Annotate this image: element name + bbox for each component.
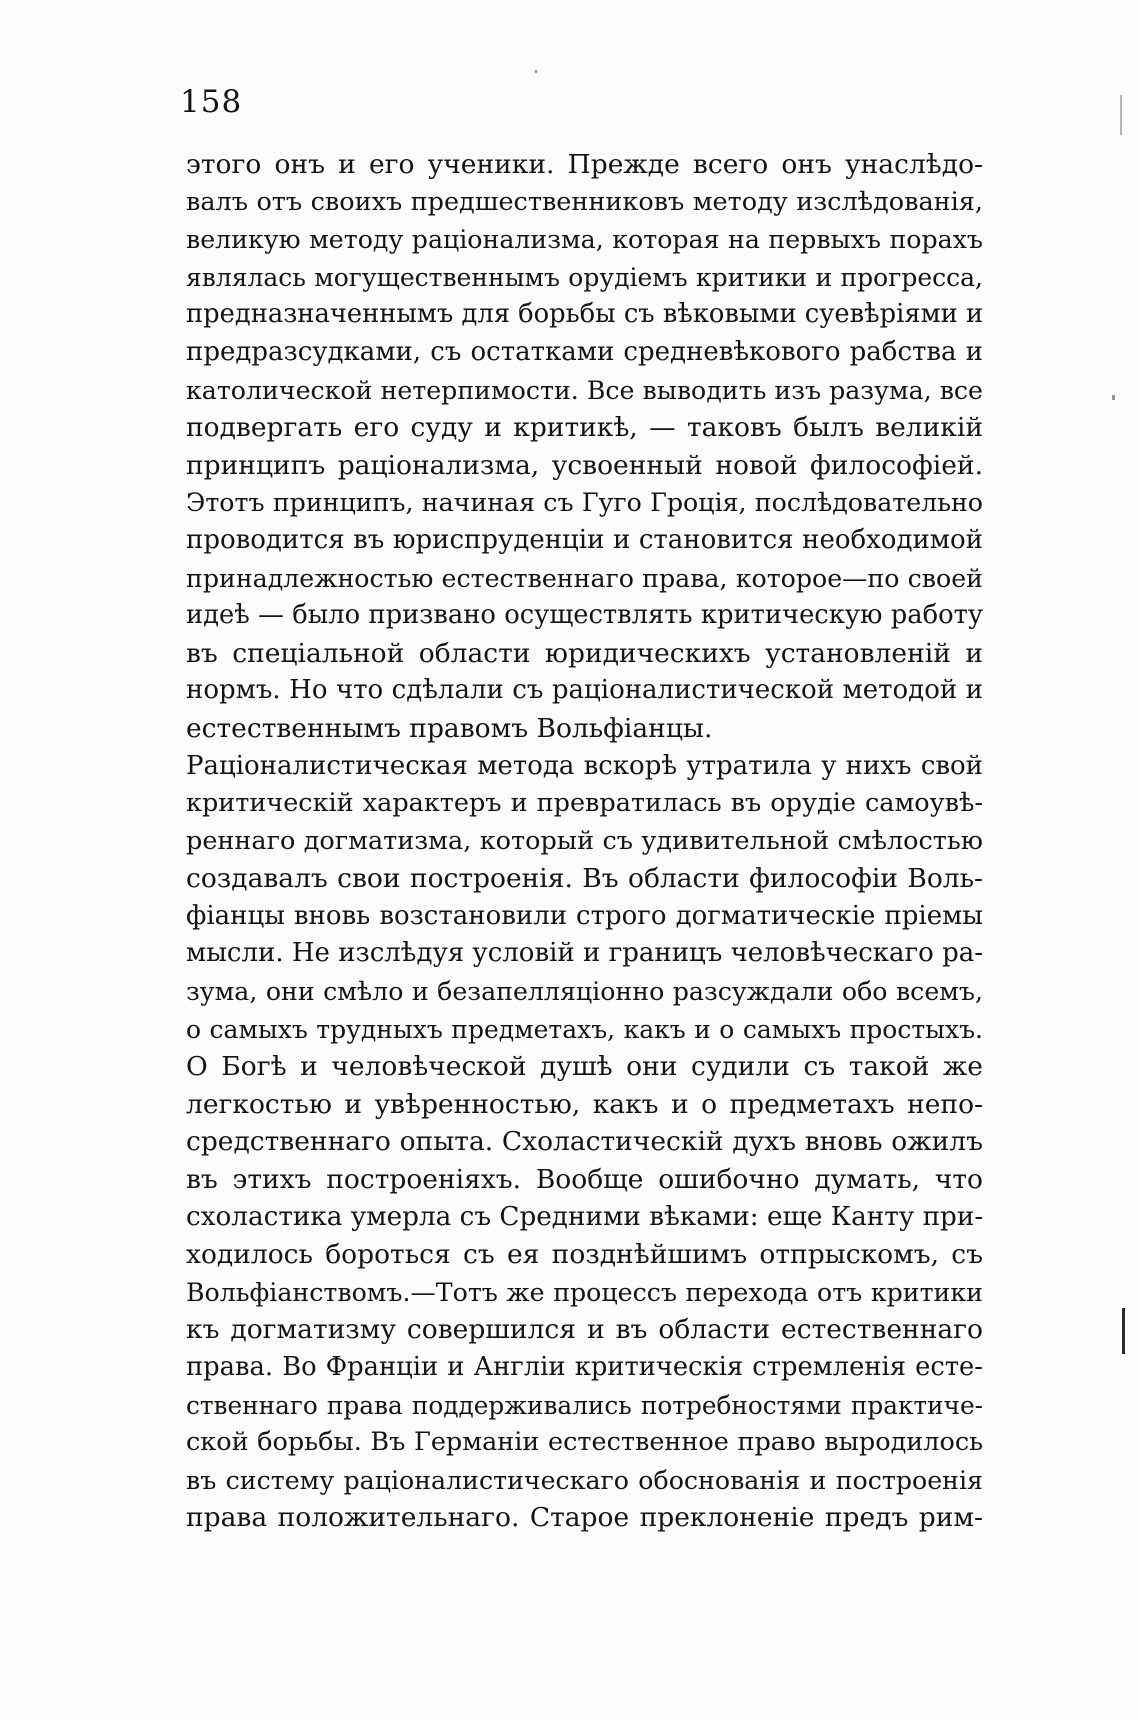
text-line: О Богѣ и человѣческой душѣ они судили съ такой же [186, 1051, 983, 1083]
text-line: критическій характеръ и превратилась въ орудіе самоувѣ- [186, 788, 983, 819]
text-line: схоластика умерла съ Средними вѣками: еще Канту при- [186, 1201, 984, 1232]
text-line: Вольфіанствомъ.—Тотъ же процессъ перехода отъ критики [186, 1277, 983, 1307]
text-line: валъ отъ своихъ предшественниковъ методу изслѣдованія, [186, 186, 983, 217]
text-line: фіанцы вновь возстановили строго догматическіе пріемы [186, 900, 983, 931]
text-line: принципъ раціонализма, усвоенный новой философіей. [186, 449, 983, 481]
text-line: принадлежностью естественнаго права, которое—по своей [186, 563, 983, 593]
text-line: въ систему раціоналистическаго обоснованія и построенія [186, 1465, 983, 1495]
text-line: Раціоналистическая метода вскорѣ утратила у нихъ свой [186, 750, 983, 781]
margin-scan-mark [1112, 395, 1115, 400]
margin-scan-mark [1122, 1308, 1125, 1354]
text-line: Этотъ принципъ, начиная съ Гуго Гроція, послѣдовательно [186, 488, 983, 518]
margin-scan-mark [1120, 95, 1122, 135]
text-line: ской борьбы. Въ Германіи естественное право выродилось [186, 1427, 983, 1458]
paragraph-end-line: естественнымъ правомъ Вольфіанцы. [186, 712, 713, 744]
text-line: зума, они смѣло и безапелляціонно разсуждали обо всемъ, [186, 977, 983, 1007]
body-text [186, 146, 983, 1537]
text-line: къ догматизму совершился и въ области естественнаго [186, 1314, 983, 1346]
text-line: въ этихъ построеніяхъ. Вообще ошибочно думать, что [186, 1164, 983, 1196]
text-line: католической нетерпимости. Все выводить изъ разума, все [186, 375, 983, 405]
text-line: этого онъ и его ученики. Прежде всего онъ унаслѣдо- [186, 149, 983, 180]
text-line: ходилось бороться съ ея позднѣйшимъ отпрыскомъ, съ [186, 1239, 983, 1271]
margin-scan-mark [535, 70, 537, 73]
text-line: мысли. Не изслѣдуя условій и границъ человѣческаго ра- [186, 938, 983, 969]
text-line: о самыхъ трудныхъ предметахъ, какъ и о самыхъ простыхъ. [186, 1014, 983, 1044]
text-line: проводится въ юриспруденціи и становится необходимой [186, 524, 983, 555]
text-line: являлась могущественнымъ орудіемъ критики и прогресса, [186, 262, 983, 292]
text-line: предразсудками, съ остатками средневѣкового рабства и [186, 336, 983, 367]
text-line: подвергать его суду и критикѣ, — таковъ былъ великій [186, 412, 983, 444]
text-line: средственнаго опыта. Схоластическій духъ вновь ожилъ [186, 1126, 983, 1158]
text-line: легкостью и увѣренностью, какъ и о предметахъ непо- [186, 1088, 983, 1120]
text-line: въ спеціальной области юридическихъ установленій и [186, 637, 983, 669]
text-line: предназначеннымъ для борьбы съ вѣковыми суевѣріями и [186, 299, 984, 330]
text-line: идеѣ — было призвано осуществлять критическую работу [186, 600, 983, 631]
text-line: нормъ. Но что сдѣлали съ раціоналистической методой и [186, 675, 983, 706]
page-number: 158 [180, 84, 243, 120]
text-line: права положительнаго. Старое преклоненіе предъ рим- [186, 1502, 983, 1534]
text-line: реннаго догматизма, который съ удивительной смѣлостью [186, 825, 983, 856]
text-line: создавалъ свои построенія. Въ области философіи Воль- [186, 863, 983, 895]
text-line: ственнаго права поддерживались потребностями практиче- [186, 1390, 983, 1420]
text-line: великую методу раціонализма, которая на первыхъ порахъ [186, 225, 983, 255]
text-line: права. Во Франціи и Англіи критическія стремленія есте- [186, 1352, 983, 1382]
